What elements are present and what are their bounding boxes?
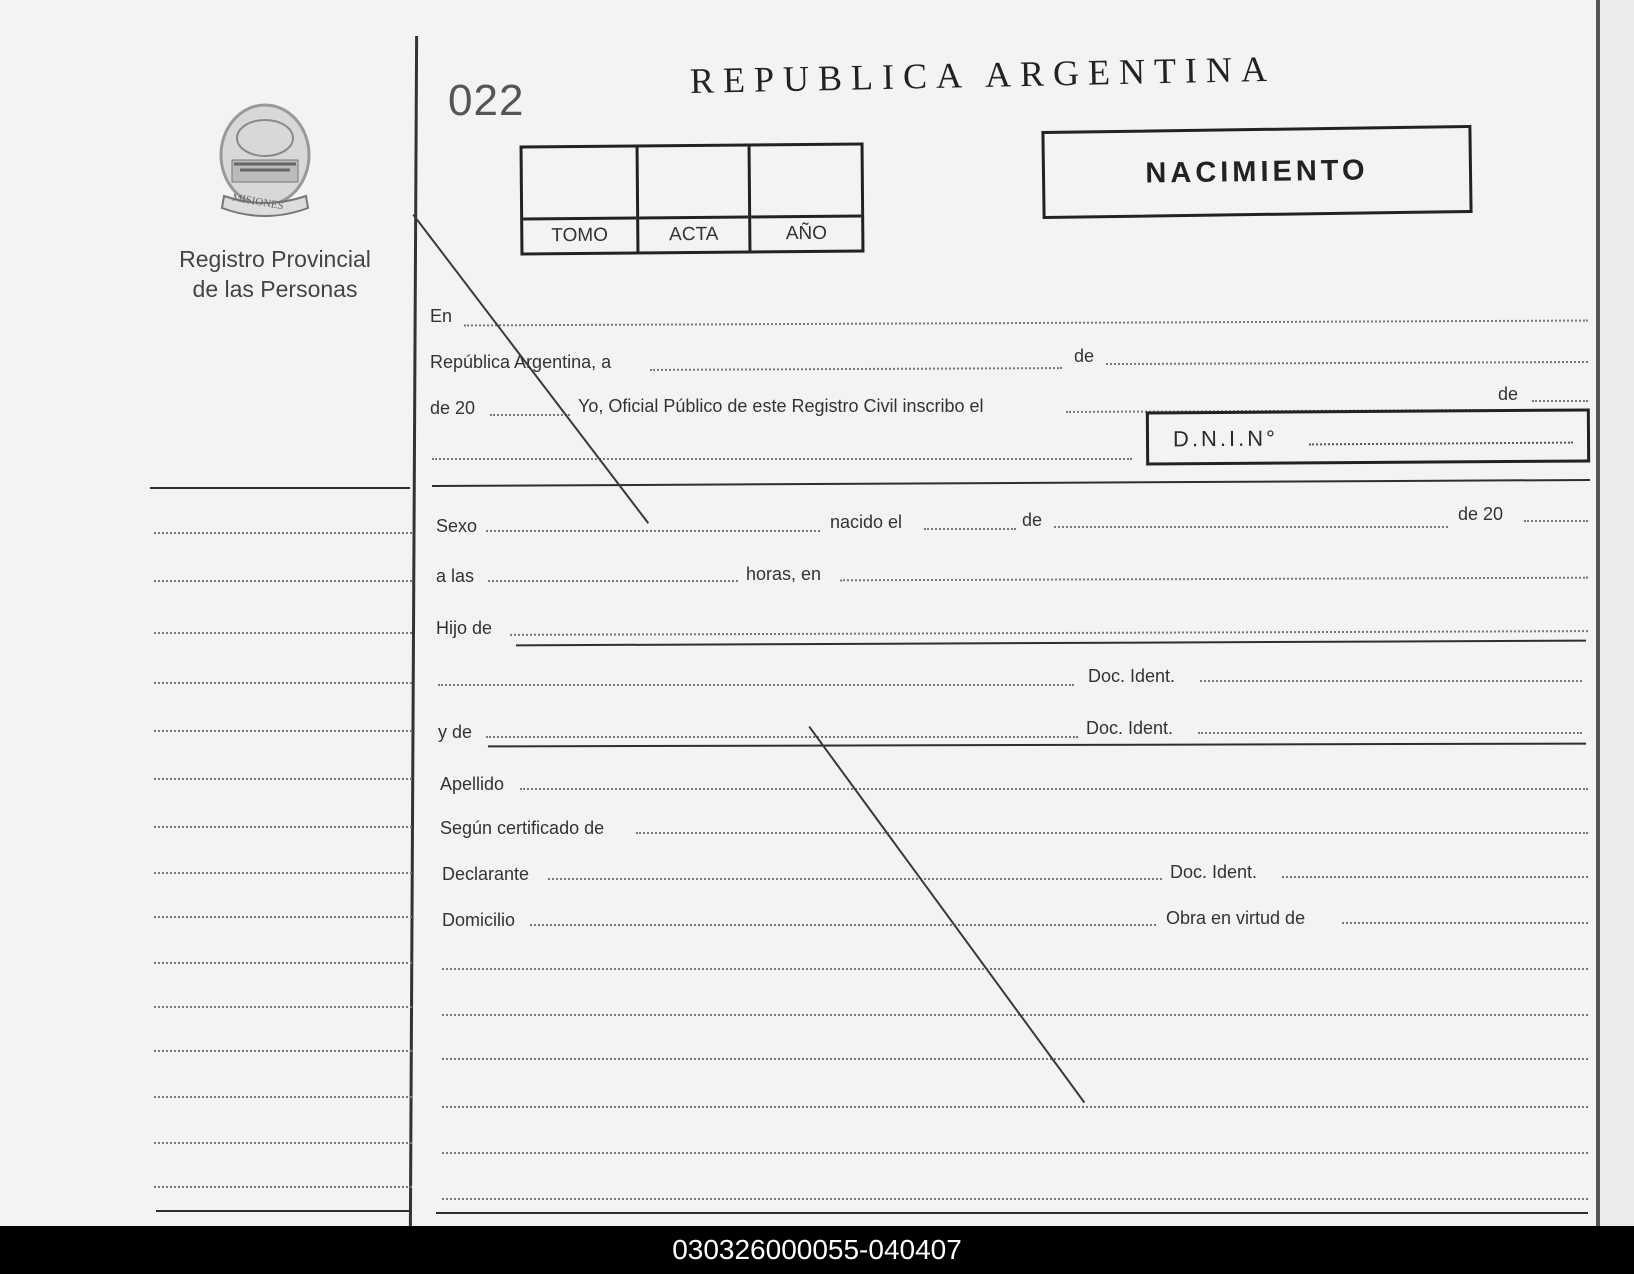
field-nacido-anio[interactable] [1524, 520, 1588, 522]
field-apellido[interactable] [520, 788, 1588, 790]
strike-line-lower [808, 726, 1085, 1103]
field-domicilio[interactable] [530, 924, 1156, 926]
left-margin-line [154, 778, 412, 780]
notes-line[interactable] [442, 1152, 1588, 1154]
label-en: En [430, 306, 453, 326]
label-doc-ident-2: Doc. Ident. [1086, 718, 1174, 738]
left-margin-line [154, 1186, 412, 1188]
field-declarante[interactable] [548, 878, 1162, 880]
field-lugar[interactable] [840, 577, 1588, 582]
acta-cell[interactable] [635, 147, 749, 252]
field-nacido-dia[interactable] [924, 528, 1016, 530]
left-margin-line [154, 730, 412, 732]
tomo-cell[interactable] [523, 147, 637, 252]
label-de-1: de [1074, 346, 1095, 366]
provincial-seal-icon [210, 100, 320, 230]
left-top-rule [150, 487, 410, 489]
label-republica: República Argentina, a [430, 352, 612, 372]
field-madre[interactable] [486, 736, 1078, 738]
document-type-title: NACIMIENTO [1041, 125, 1472, 219]
scan-code: 030326000055-040407 [0, 1226, 1634, 1274]
label-doc-ident-1: Doc. Ident. [1088, 666, 1176, 686]
seal-text: MISIONES [231, 191, 285, 213]
left-margin-line [154, 682, 412, 684]
padre-rule [516, 640, 1586, 647]
label-hijo: Hijo de [436, 618, 493, 638]
field-anio[interactable] [490, 414, 570, 416]
field-sexo[interactable] [486, 530, 820, 532]
section-rule [432, 479, 1590, 487]
label-nacido: nacido el [830, 512, 903, 532]
field-continuation[interactable] [432, 458, 1132, 460]
label-horas: horas, en [746, 564, 822, 584]
label-de-20: de 20 [430, 398, 476, 418]
field-certificado[interactable] [636, 832, 1588, 834]
field-dia[interactable] [650, 367, 1062, 371]
dni-box[interactable] [1146, 408, 1590, 465]
label-de-2: de [1498, 384, 1519, 404]
notes-line[interactable] [442, 1198, 1588, 1200]
left-margin-line [154, 962, 412, 964]
field-doc-declarante[interactable] [1282, 876, 1588, 878]
field-nacido-mes[interactable] [1054, 526, 1448, 528]
registry-table [520, 143, 865, 256]
label-de-20-b: de 20 [1458, 504, 1504, 524]
notes-line[interactable] [442, 968, 1588, 970]
label-oficial: Yo, Oficial Público de este Registro Civil inscribo el [578, 396, 984, 416]
field-mes[interactable] [1106, 361, 1588, 365]
left-margin-line [154, 872, 412, 874]
label-certificado: Según certificado de [440, 818, 605, 838]
notes-line[interactable] [442, 1014, 1588, 1016]
label-obra: Obra en virtud de [1166, 908, 1306, 928]
label-apellido: Apellido [440, 774, 505, 794]
field-padre-cont[interactable] [438, 684, 1074, 686]
label-a-las: a las [436, 566, 475, 586]
acta-label: ACTA [639, 216, 749, 252]
left-margin-line [154, 826, 412, 828]
dni-field[interactable] [1309, 442, 1573, 446]
anio-label: AÑO [751, 215, 861, 251]
notes-line[interactable] [442, 1106, 1588, 1108]
notes-line[interactable] [442, 1058, 1588, 1060]
label-de-3: de [1022, 510, 1043, 530]
madre-rule [488, 743, 1586, 748]
left-bottom-rule [156, 1210, 412, 1212]
left-margin-line [154, 532, 412, 534]
field-obra[interactable] [1342, 922, 1588, 924]
page-background [1600, 0, 1634, 1226]
left-margin-line [154, 1096, 412, 1098]
left-margin-line [154, 916, 412, 918]
label-declarante: Declarante [442, 864, 530, 884]
field-padre[interactable] [510, 630, 1588, 636]
left-margin-line [154, 1142, 412, 1144]
organization-line2: de las Personas [192, 276, 358, 302]
field-doc-padre[interactable] [1200, 680, 1582, 682]
bottom-rule [436, 1212, 1588, 1214]
field-doc-madre[interactable] [1198, 732, 1582, 734]
field-de-2[interactable] [1532, 400, 1588, 402]
organization-line1: Registro Provincial [179, 246, 371, 272]
anio-cell[interactable] [748, 146, 862, 251]
serial-number: 022 [448, 76, 525, 125]
tomo-label: TOMO [523, 216, 636, 252]
label-doc-ident-3: Doc. Ident. [1170, 862, 1258, 882]
page-edge [1596, 0, 1600, 1226]
left-margin-line [154, 1006, 412, 1008]
left-margin-line [154, 580, 412, 582]
label-y-de: y de [438, 722, 473, 742]
dni-label: D.N.I.N° [1172, 425, 1279, 452]
country-heading: REPUBLICA ARGENTINA [689, 48, 1277, 101]
left-margin-line [154, 1050, 412, 1052]
field-en[interactable] [464, 320, 1588, 327]
label-domicilio: Domicilio [442, 910, 516, 930]
organization-name [140, 244, 410, 304]
label-sexo: Sexo [436, 516, 478, 536]
field-hora[interactable] [488, 580, 738, 582]
left-margin-line [154, 632, 412, 634]
